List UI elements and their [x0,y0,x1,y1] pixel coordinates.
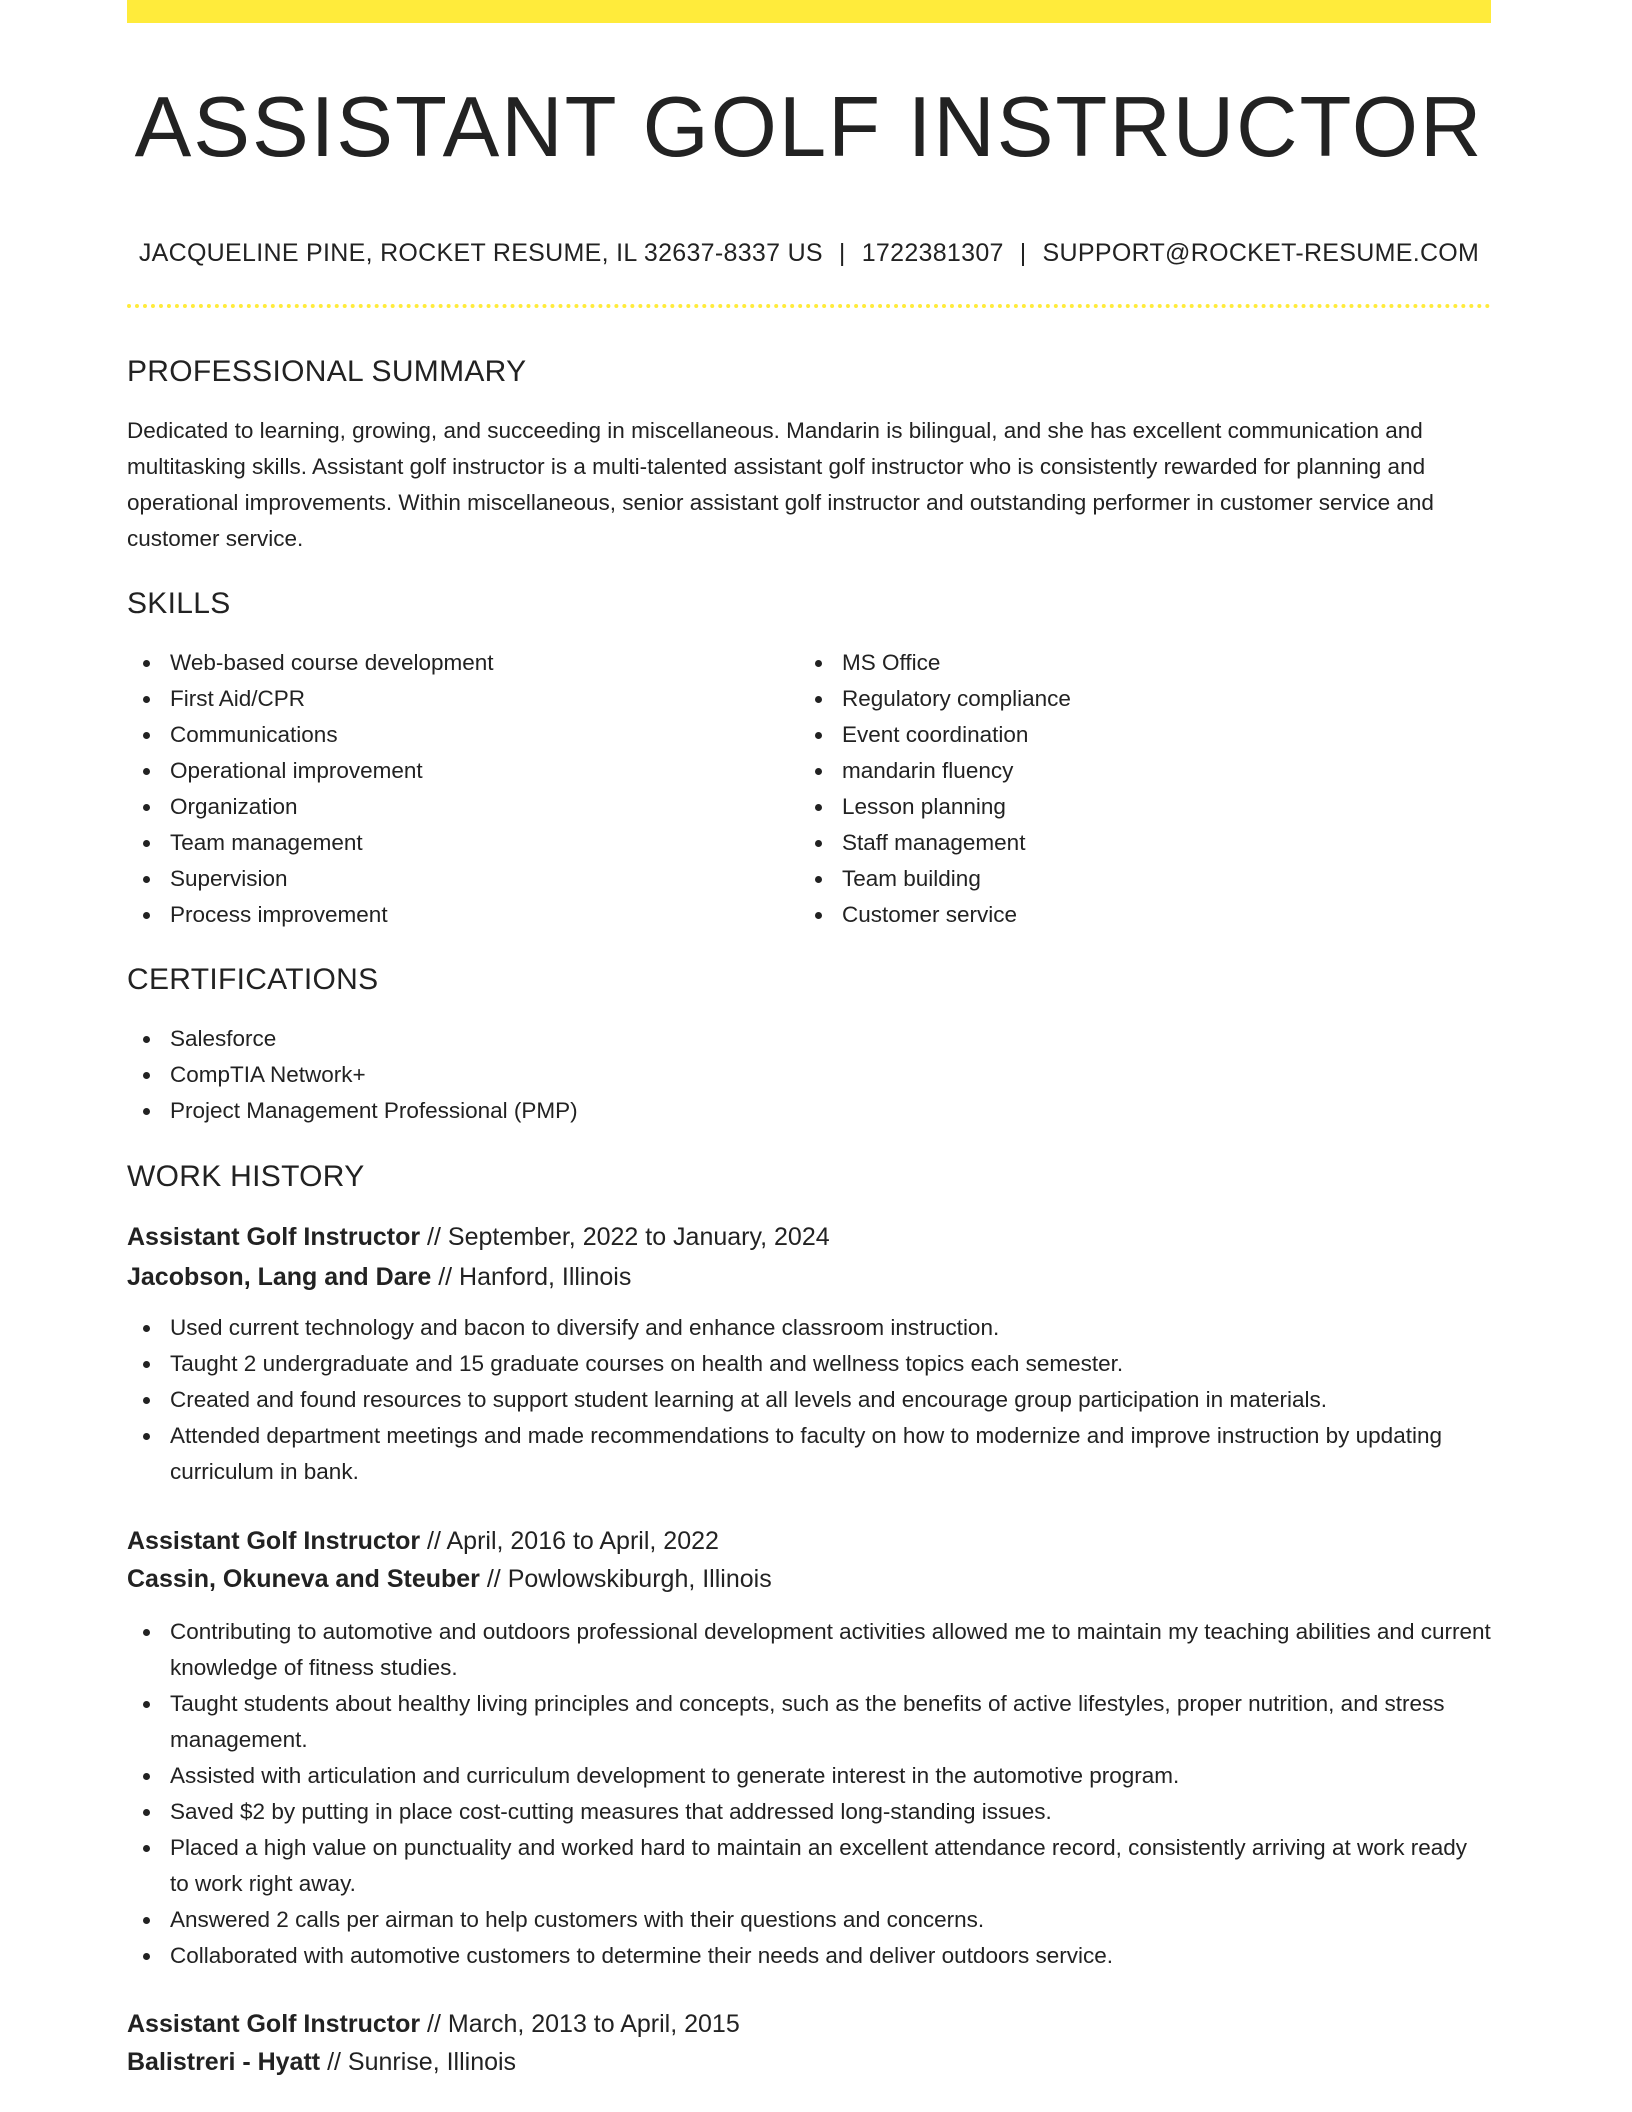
job-delimiter: // [320,2048,348,2076]
skill-item: Team management [127,825,797,861]
job-bullet: Attended department meetings and made recommendations to faculty on how to modernize and improve instruction by updating curriculum in bank. [127,1418,1491,1490]
job-bullet: Taught students about healthy living principles and concepts, such as the benefits of active lifestyles, proper nutrition, and stress management. [127,1686,1491,1758]
section-heading-summary: PROFESSIONAL SUMMARY [127,355,527,388]
skill-item: Process improvement [127,897,797,933]
job-bullets [127,1614,1491,1974]
contact-phone: 1722381307 [861,239,1004,267]
certification-item: Salesforce [127,1021,1491,1057]
job-dates: April, 2016 to April, 2022 [446,1527,719,1555]
job-title: Assistant Golf Instructor [127,1223,421,1251]
skill-item: Organization [127,789,797,825]
dotted-divider [127,304,1491,308]
job-bullet: Assisted with articulation and curriculum development to generate interest in the automotive program. [127,1758,1491,1794]
job-title-line [127,1522,719,1560]
job-location: Powlowskiburgh, Illinois [507,1565,772,1593]
section-heading-skills: SKILLS [127,587,231,620]
contact-email: SUPPORT@ROCKET-RESUME.COM [1042,239,1480,267]
skill-item: MS Office [799,645,1479,681]
job-title-line [127,1218,830,1256]
skill-item: Event coordination [799,717,1479,753]
accent-top-bar [127,0,1491,23]
skill-item: Lesson planning [799,789,1479,825]
skills-list-right [799,645,1479,933]
section-heading-work-history: WORK HISTORY [127,1160,365,1193]
job-company-line [127,1560,772,1598]
job-dates: September, 2022 to January, 2024 [447,1223,830,1251]
job-delimiter: // [420,2010,448,2038]
job-company-line [127,2043,516,2081]
contact-address: JACQUELINE PINE, ROCKET RESUME, IL 32637-8337 US [138,239,823,267]
job-delimiter: // [431,1263,460,1291]
job-delimiter: // [420,1223,448,1251]
skill-item: Team building [799,861,1479,897]
certifications-list [127,1021,1491,1129]
contact-separator: | [1019,239,1027,267]
job-bullet: Answered 2 calls per airman to help customers with their questions and concerns. [127,1902,1491,1938]
job-title: Assistant Golf Instructor [127,2010,421,2038]
certification-item: Project Management Professional (PMP) [127,1093,1491,1129]
skill-item: mandarin fluency [799,753,1479,789]
section-heading-certifications: CERTIFICATIONS [127,963,379,996]
contact-line [127,235,1491,271]
job-bullets [127,1310,1491,1490]
skill-item: Communications [127,717,797,753]
job-location: Sunrise, Illinois [347,2048,517,2076]
job-delimiter: // [479,1565,508,1593]
certification-item: CompTIA Network+ [127,1057,1491,1093]
job-company-line [127,1258,631,1296]
skill-item: First Aid/CPR [127,681,797,717]
job-location: Hanford, Illinois [459,1263,632,1291]
job-bullet: Contributing to automotive and outdoors professional development activities allowed me to maintain my teaching abilities and current knowledge of fitness studies. [127,1614,1491,1686]
skill-item: Regulatory compliance [799,681,1479,717]
job-delimiter: // [420,1527,447,1555]
skills-list-left [127,645,797,933]
skill-item: Customer service [799,897,1479,933]
job-bullet: Placed a high value on punctuality and worked hard to maintain an excellent attendance record, consistently arriving at work ready to work right away. [127,1830,1491,1902]
skill-item: Web-based course development [127,645,797,681]
contact-separator: | [838,239,846,267]
job-title-line [127,2005,740,2043]
job-bullet: Created and found resources to support student learning at all levels and encourage group participation in materials. [127,1382,1491,1418]
skill-item: Operational improvement [127,753,797,789]
job-bullet: Taught 2 undergraduate and 15 graduate courses on health and wellness topics each semester. [127,1346,1491,1382]
job-bullet: Used current technology and bacon to diversify and enhance classroom instruction. [127,1310,1491,1346]
skill-item: Supervision [127,861,797,897]
job-title: Assistant Golf Instructor [127,1527,421,1555]
job-company: Balistreri - Hyatt [127,2048,321,2076]
summary-paragraph: Dedicated to learning, growing, and succeeding in miscellaneous. Mandarin is bilingual, and she has excellent communication and multitasking skills. Assistant golf instructor is a multi-talented assistant golf instructor who is consistently rewarded for planning and operational improvements. Within miscellaneous, senior assistant golf instructor and outstanding performer in customer service and customer service. [127,418,1434,551]
job-bullet: Saved $2 by putting in place cost-cutting measures that addressed long-standing issues. [127,1794,1491,1830]
resume-title: ASSISTANT GOLF INSTRUCTOR [134,80,1484,175]
job-bullet: Collaborated with automotive customers to determine their needs and deliver outdoors service. [127,1938,1491,1974]
job-company: Jacobson, Lang and Dare [127,1263,432,1291]
job-dates: March, 2013 to April, 2015 [447,2010,740,2038]
job-company: Cassin, Okuneva and Steuber [127,1565,480,1593]
skill-item: Staff management [799,825,1479,861]
